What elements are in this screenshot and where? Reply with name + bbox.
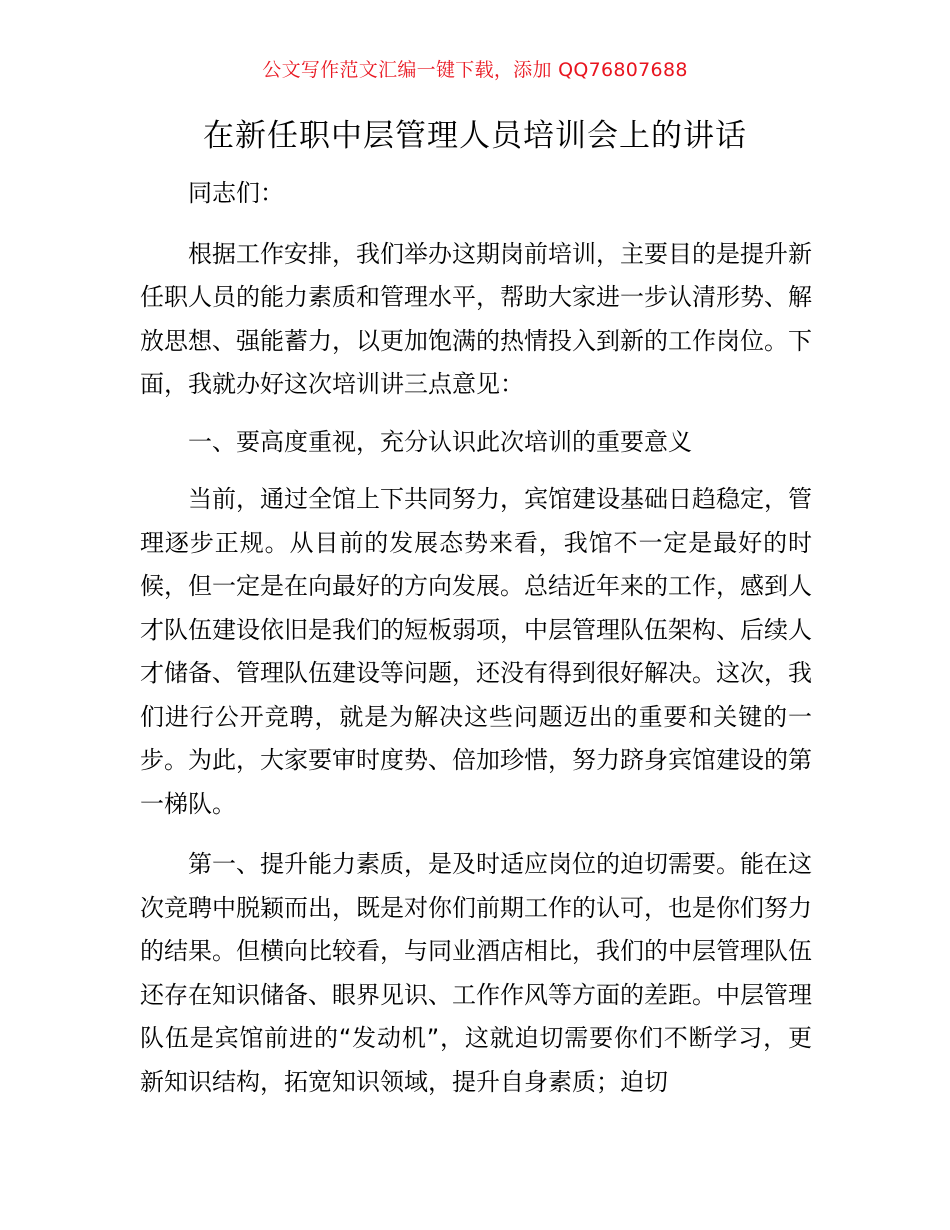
speech-title: 在新任职中层管理人员培训会上的讲话 (203, 118, 747, 154)
intro-paragraph: 根据工作安排，我们举办这期岗前培训，主要目的是提升新任职人员的能力素质和管理水平，帮助大家进一步认清形势、解放思想、强能蓄力，以更加饱满的热情投入到新的工作岗位。下面，我就办好这次培训讲三点意见： (140, 239, 812, 398)
current-situation-paragraph: 当前，通过全馆上下共同努力，宾馆建设基础日趋稳定，管理逐步正规。从目前的发展态势来看，我馆不一定是最好的时候，但一定是在向最好的方向发展。总结近年来的工作，感到人才队伍建设依旧是我们的短板弱项，中层管理队伍架构、后续人才储备、管理队伍建设等问题，还没有得到很好解决。这次，我们进行公开竞聘，就是为解决这些问题迈出的重要和关键的一步。为此，大家要审时度势、倍加珍惜，努力跻身宾馆建设的第一梯队。 (140, 485, 812, 818)
first-point-paragraph: 第一、提升能力素质，是及时适应岗位的迫切需要。能在这次竞聘中脱颖而出，既是对你们前期工作的认可，也是你们努力的结果。但横向比较看，与同业酒店相比，我们的中层管理队伍还存在知识储备、眼界见识、工作作风等方面的差距。中层管理队伍是宾馆前进的“发动机”，这就迫切需要你们不断学习，更新知识结构，拓宽知识领域，提升自身素质；迫切 (140, 850, 812, 1096)
section-one-heading: 一、要高度重视，充分认识此次培训的重要意义 (188, 427, 692, 456)
salutation: 同志们： (188, 179, 284, 207)
speech-body (140, 172, 812, 1104)
download-notice-header: 公文写作范文汇编一键下载，添加 QQ76807688 (262, 59, 688, 81)
